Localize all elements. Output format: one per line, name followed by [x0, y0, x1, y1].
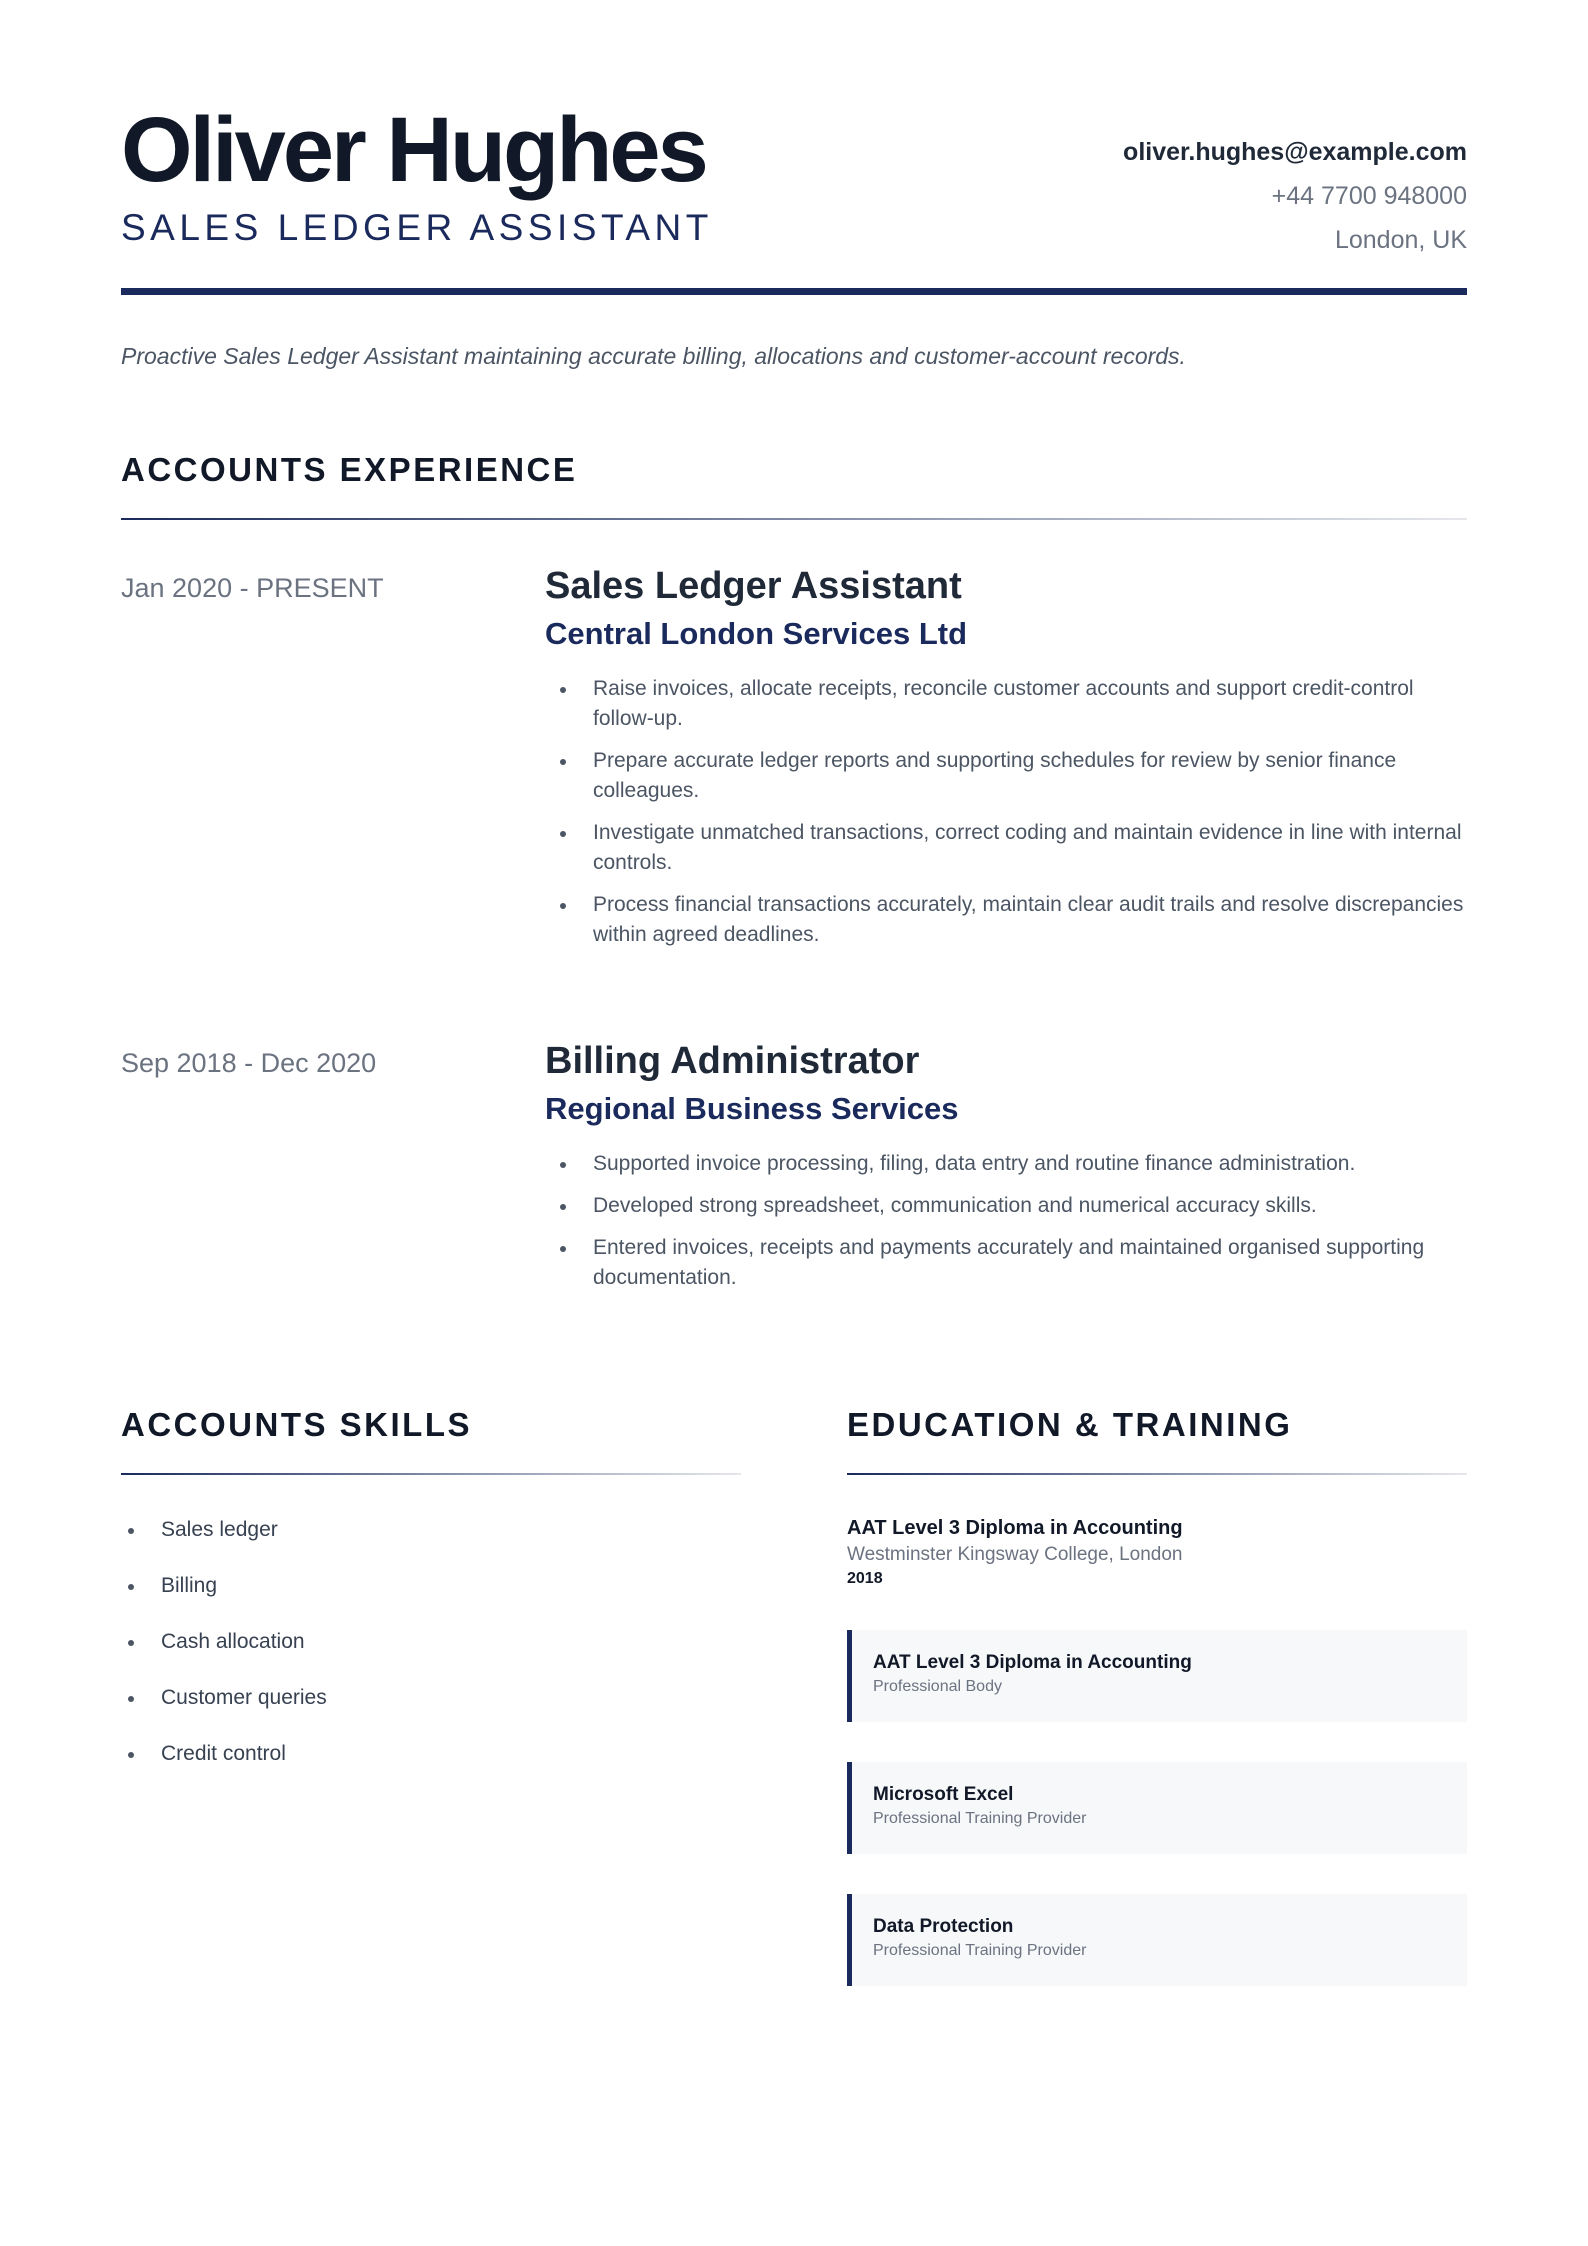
job-title: Billing Administrator	[545, 1040, 920, 1082]
certification-title: AAT Level 3 Diploma in Accounting	[873, 1652, 1192, 1673]
job-responsibilities	[545, 674, 1467, 950]
experience-heading: ACCOUNTS EXPERIENCE	[121, 451, 578, 488]
job-company: Central London Services Ltd	[545, 616, 968, 651]
certification-provider: Professional Training Provider	[873, 1942, 1087, 1959]
responsibility-item: Prepare accurate ledger reports and supporting schedules for review by senior finance colleagues.	[545, 746, 1467, 806]
responsibility-item: Process financial transactions accurately, maintain clear audit trails and resolve discrepancies within agreed deadlines.	[545, 890, 1467, 950]
education-year: 2018	[847, 1570, 883, 1587]
certification-card	[847, 1630, 1467, 1722]
certification-title: Microsoft Excel	[873, 1784, 1014, 1805]
skills-heading: ACCOUNTS SKILLS	[121, 1406, 472, 1443]
education-heading: EDUCATION & TRAINING	[847, 1406, 1293, 1443]
resume-header	[121, 100, 1467, 290]
certification-provider: Professional Training Provider	[873, 1810, 1087, 1827]
skill-item: Customer queries	[121, 1683, 741, 1713]
experience-divider	[121, 518, 1467, 520]
education-qualification: AAT Level 3 Diploma in Accounting	[847, 1517, 1183, 1539]
skills-section	[121, 1405, 741, 1986]
certification-card	[847, 1894, 1467, 1986]
certification-title: Data Protection	[873, 1916, 1014, 1937]
education-divider	[847, 1473, 1467, 1475]
job-responsibilities	[545, 1149, 1467, 1293]
skill-item: Sales ledger	[121, 1515, 741, 1545]
education-section	[847, 1405, 1467, 1986]
responsibility-item: Supported invoice processing, filing, data entry and routine finance administration.	[545, 1149, 1467, 1179]
skill-item: Cash allocation	[121, 1627, 741, 1657]
profile-summary: Proactive Sales Ledger Assistant maintaining accurate billing, allocations and customer-account records.	[121, 343, 1186, 369]
experience-section	[121, 450, 1467, 1305]
candidate-name: Oliver Hughes	[121, 99, 706, 201]
responsibility-item: Entered invoices, receipts and payments accurately and maintained organised supporting documentation.	[545, 1233, 1467, 1293]
contact-email: oliver.hughes@example.com	[1123, 138, 1467, 166]
education-entry	[847, 1515, 1467, 1590]
contact-phone: +44 7700 948000	[1271, 182, 1467, 210]
responsibility-item: Developed strong spreadsheet, communication and numerical accuracy skills.	[545, 1191, 1467, 1221]
skill-item: Billing	[121, 1571, 741, 1601]
skills-divider	[121, 1473, 741, 1475]
certification-provider: Professional Body	[873, 1678, 1002, 1695]
job-title: Sales Ledger Assistant	[545, 565, 962, 607]
contact-block	[1123, 130, 1467, 262]
education-school: Westminster Kingsway College, London	[847, 1544, 1183, 1565]
job-dates: Sep 2018 - Dec 2020	[121, 1048, 377, 1078]
job-dates: Jan 2020 - PRESENT	[121, 573, 384, 603]
skill-item: Credit control	[121, 1739, 741, 1769]
experience-entry	[121, 1037, 1467, 1305]
job-company: Regional Business Services	[545, 1091, 959, 1126]
job-details	[545, 1037, 1467, 1305]
experience-entry	[121, 562, 1467, 962]
contact-location: London, UK	[1334, 226, 1467, 254]
skills-list	[121, 1515, 741, 1769]
responsibility-item: Investigate unmatched transactions, correct coding and maintain evidence in line with internal controls.	[545, 818, 1467, 878]
candidate-role: SALES LEDGER ASSISTANT	[121, 207, 713, 248]
job-details	[545, 562, 1467, 962]
certification-card	[847, 1762, 1467, 1854]
bottom-columns	[121, 1405, 1467, 1986]
header-divider	[121, 288, 1467, 295]
responsibility-item: Raise invoices, allocate receipts, reconcile customer accounts and support credit-control follow-up.	[545, 674, 1467, 734]
